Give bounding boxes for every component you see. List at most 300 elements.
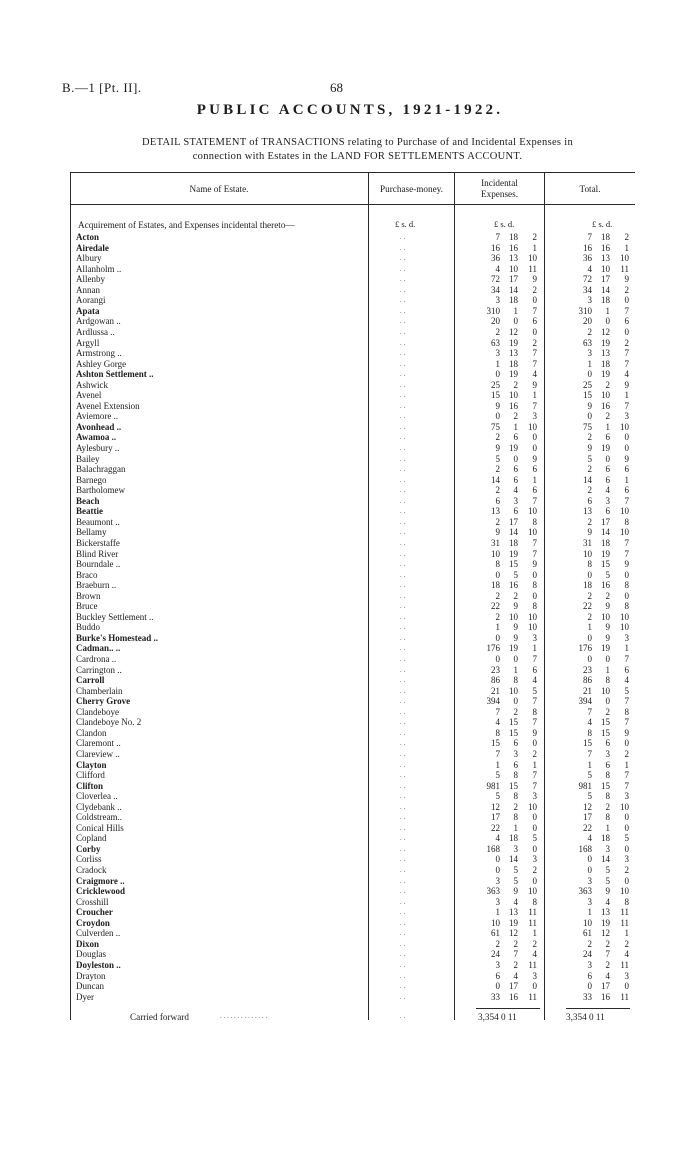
estate-name: Crosshill [76, 896, 109, 907]
total-pence: 2 [624, 232, 629, 242]
total-pounds: 3 [587, 896, 592, 907]
incidental-pounds: 10 [491, 548, 500, 559]
incidental-pence: 7 [532, 654, 537, 664]
incidental-pence: 9 [532, 274, 537, 285]
total-pence: 7 [624, 400, 629, 411]
incidental-pence: 7 [532, 358, 537, 369]
estate-name: Doyleston .. [76, 959, 121, 970]
estate-name: Balachraggan [76, 464, 126, 475]
incidental-pence: 0 [532, 843, 537, 854]
total-shillings: 4 [605, 970, 610, 981]
incidental-shillings: 13 [509, 253, 518, 264]
total-shillings: 14 [601, 284, 610, 295]
incidental-shillings: 3 [513, 843, 518, 854]
total-pounds: 0 [587, 369, 592, 380]
incidental-pence: 10 [528, 801, 537, 812]
incidental-pence: 7 [532, 717, 537, 728]
incidental-pounds: 4 [495, 717, 500, 728]
total-shillings: 16 [601, 991, 610, 1002]
total-shillings: 17 [601, 981, 610, 992]
estate-name: Duncan [76, 981, 104, 992]
incidental-pounds: 23 [491, 664, 500, 675]
purchase-money-blank: . . [400, 686, 406, 695]
incidental-pence: 7 [532, 780, 537, 791]
estate-name: Clareview .. [76, 748, 120, 759]
total-shillings: 5 [605, 865, 610, 875]
total-pounds: 1 [587, 622, 592, 633]
incidental-pounds: 8 [495, 727, 500, 738]
total-shillings: 2 [605, 959, 610, 970]
incidental-pence: 6 [532, 464, 537, 475]
estate-name: Armstrong .. [76, 348, 122, 359]
table-row [70, 991, 635, 1004]
total-pounds: 12 [583, 801, 592, 812]
total-shillings: 18 [601, 537, 610, 548]
incidental-pence: 0 [532, 443, 537, 453]
total-pence: 6 [624, 316, 629, 327]
incidental-pence: 2 [532, 337, 537, 348]
purchase-money-blank: . . [400, 465, 406, 474]
total-shillings: 18 [601, 358, 610, 369]
incidental-pence: 7 [532, 348, 537, 359]
total-pounds: 0 [587, 854, 592, 865]
incidental-pounds: 10 [491, 917, 500, 928]
total-pence: 5 [624, 833, 629, 844]
incidental-pounds: 9 [495, 443, 500, 453]
incidental-pence: 4 [532, 675, 537, 686]
total-pounds: 20 [583, 316, 592, 327]
incidental-shillings: 6 [513, 759, 518, 770]
total-shillings: 14 [601, 854, 610, 865]
incidental-shillings: 19 [509, 917, 518, 928]
incidental-pounds: 2 [495, 938, 500, 949]
estate-name: Brown [76, 590, 101, 601]
purchase-money-blank: . . [400, 633, 406, 642]
total-pence: 7 [624, 305, 629, 316]
incidental-shillings: 13 [509, 907, 518, 918]
incidental-pence: 1 [532, 643, 537, 654]
estate-name: Chamberlain [76, 685, 123, 696]
total-shillings: 6 [605, 474, 610, 485]
incidental-pence: 8 [532, 580, 537, 591]
incidental-shillings: 4 [513, 485, 518, 496]
estate-name: Bickerstaffe [76, 537, 120, 548]
incidental-pence: 7 [532, 537, 537, 548]
incidental-shillings: 19 [509, 369, 518, 380]
purchase-money-blank: . . [400, 781, 406, 790]
incidental-shillings: 9 [513, 601, 518, 612]
incidental-pence: 11 [528, 263, 537, 274]
total-pence: 1 [624, 759, 629, 770]
incidental-pounds: 2 [495, 590, 500, 601]
incidental-shillings: 17 [509, 516, 518, 527]
total-pounds: 33 [583, 991, 592, 1002]
carried-forward-label: Carried forward [130, 1012, 189, 1022]
incidental-pence: 1 [532, 474, 537, 485]
total-pounds: 75 [583, 421, 592, 432]
incidental-pounds: 0 [495, 411, 500, 422]
incidental-pence: 2 [532, 232, 537, 242]
incidental-pounds: 21 [491, 685, 500, 696]
incidental-pence: 6 [532, 485, 537, 496]
incidental-shillings: 12 [509, 928, 518, 939]
total-pounds: 3 [587, 875, 592, 886]
total-pounds: 9 [587, 400, 592, 411]
total-pounds: 23 [583, 664, 592, 675]
carried-forward-incidental: 3,354 0 11 [478, 1012, 517, 1022]
estate-name: Annan [76, 284, 100, 295]
total-shillings: 16 [601, 242, 610, 253]
total-pounds: 61 [583, 928, 592, 939]
carried-forward-total: 3,354 0 11 [566, 1012, 605, 1022]
estate-name: Culverden .. [76, 928, 121, 939]
purchase-money-blank: . . [400, 338, 406, 347]
incidental-shillings: 2 [513, 959, 518, 970]
total-pounds: 2 [587, 611, 592, 622]
total-shillings: 2 [605, 938, 610, 949]
incidental-pence: 9 [532, 379, 537, 390]
total-pounds: 2 [587, 432, 592, 443]
total-shillings: 12 [601, 326, 610, 337]
incidental-pence: 10 [528, 622, 537, 633]
total-pounds: 22 [583, 822, 592, 833]
total-pence: 9 [624, 274, 629, 285]
incidental-shillings: 0 [513, 316, 518, 327]
total-pence: 7 [624, 654, 629, 664]
incidental-pounds: 7 [495, 748, 500, 759]
total-pence: 2 [624, 337, 629, 348]
carried-forward-purchase-dots: . . [400, 1012, 406, 1020]
incidental-pence: 7 [532, 548, 537, 559]
total-shillings: 12 [601, 928, 610, 939]
estate-name: Coldstream.. [76, 812, 122, 823]
total-pounds: 1 [587, 759, 592, 770]
incidental-pence: 10 [528, 421, 537, 432]
total-shillings: 5 [605, 569, 610, 580]
total-shillings: 16 [601, 400, 610, 411]
total-shillings: 2 [605, 590, 610, 601]
doc-reference: B.—1 [Pt. II]. [62, 80, 142, 95]
total-pence: 3 [624, 854, 629, 865]
column-header-incidental [455, 178, 544, 200]
incidental-pence: 7 [532, 305, 537, 316]
total-pence: 11 [620, 917, 629, 928]
total-pence: 0 [624, 843, 629, 854]
total-shillings: 8 [605, 770, 610, 781]
total-pence: 7 [624, 537, 629, 548]
estate-name: Awamoa .. [76, 432, 117, 443]
total-pounds: 981 [578, 780, 592, 791]
total-pounds: 2 [587, 590, 592, 601]
total-pence: 10 [620, 506, 629, 517]
incidental-pounds: 25 [491, 379, 500, 390]
incidental-pounds: 3 [495, 295, 500, 306]
incidental-pounds: 63 [491, 337, 500, 348]
total-shillings: 10 [601, 390, 610, 401]
incidental-pounds: 363 [486, 886, 500, 897]
purchase-money-blank: . . [400, 707, 406, 716]
incidental-pounds: 3 [495, 348, 500, 359]
estate-name: Acton [76, 232, 99, 242]
total-pounds: 16 [583, 242, 592, 253]
incidental-pounds: 31 [491, 537, 500, 548]
total-shillings: 6 [605, 432, 610, 443]
total-pence: 1 [624, 242, 629, 253]
total-shillings: 13 [601, 348, 610, 359]
incidental-pence: 1 [532, 390, 537, 401]
total-pounds: 3 [587, 959, 592, 970]
estate-name: Clandon [76, 727, 107, 738]
total-pence: 11 [620, 263, 629, 274]
incidental-shillings: 14 [509, 284, 518, 295]
total-pounds: 18 [583, 580, 592, 591]
estate-name: Clandeboye [76, 706, 119, 717]
total-pounds: 4 [587, 263, 592, 274]
incidental-shillings: 3 [513, 748, 518, 759]
incidental-shillings: 15 [509, 780, 518, 791]
total-pounds: 7 [587, 748, 592, 759]
estate-name: Bruce [76, 601, 98, 612]
incidental-pence: 2 [532, 938, 537, 949]
total-shillings: 18 [601, 295, 610, 306]
estate-name: Aviemore .. [76, 411, 119, 422]
purchase-money-blank: . . [400, 528, 406, 537]
total-shillings: 2 [605, 411, 610, 422]
total-pounds: 36 [583, 253, 592, 264]
incidental-shillings: 3 [513, 495, 518, 506]
estate-name: Corliss [76, 854, 102, 865]
purchase-money-blank: . . [400, 549, 406, 558]
purchase-money-blank: . . [400, 728, 406, 737]
total-pounds: 2 [587, 464, 592, 475]
total-shillings: 3 [605, 495, 610, 506]
total-pence: 4 [624, 949, 629, 960]
total-shillings: 9 [605, 622, 610, 633]
total-pounds: 14 [583, 474, 592, 485]
incidental-shillings: 13 [509, 348, 518, 359]
incidental-pounds: 36 [491, 253, 500, 264]
total-shillings: 14 [601, 527, 610, 538]
purchase-money-blank: . . [400, 327, 406, 336]
incidental-pounds: 12 [491, 801, 500, 812]
purchase-money-blank: . . [400, 876, 406, 885]
total-pence: 1 [624, 643, 629, 654]
incidental-pence: 1 [532, 928, 537, 939]
incidental-shillings: 16 [509, 242, 518, 253]
incidental-shillings: 14 [509, 854, 518, 865]
total-pence: 8 [624, 516, 629, 527]
total-pounds: 21 [583, 685, 592, 696]
purchase-money-blank: . . [400, 359, 406, 368]
incidental-pounds: 9 [495, 400, 500, 411]
estate-name: Bellamy [76, 527, 107, 538]
incidental-shillings: 2 [513, 706, 518, 717]
total-pence: 4 [624, 675, 629, 686]
total-pounds: 0 [587, 411, 592, 422]
total-shillings: 15 [601, 727, 610, 738]
estate-name: Drayton [76, 970, 106, 981]
purchase-money-blank: . . [400, 602, 406, 611]
incidental-pounds: 22 [491, 601, 500, 612]
purchase-money-blank: . . [400, 317, 406, 326]
estate-name: Clifton [76, 780, 103, 791]
incidental-pounds: 2 [495, 485, 500, 496]
estate-name: Cadman.. .. [76, 643, 121, 654]
estate-name: Bartholomew [76, 485, 125, 496]
purchase-money-blank: . . [400, 412, 406, 421]
incidental-pounds: 1 [495, 907, 500, 918]
incidental-pounds: 2 [495, 326, 500, 337]
incidental-shillings: 5 [513, 865, 518, 875]
incidental-shillings: 1 [513, 305, 518, 316]
purchase-money-blank: . . [400, 665, 406, 674]
total-pence: 10 [620, 527, 629, 538]
estate-name: Avenel [76, 390, 102, 401]
total-pence: 0 [624, 326, 629, 337]
incidental-pounds: 24 [491, 949, 500, 960]
incidental-pounds: 15 [491, 738, 500, 749]
estate-name: Clifford [76, 770, 105, 781]
total-pounds: 63 [583, 337, 592, 348]
incidental-pence: 2 [532, 284, 537, 295]
total-pence: 7 [624, 348, 629, 359]
total-pounds: 13 [583, 506, 592, 517]
total-pence: 10 [620, 801, 629, 812]
total-shillings: 18 [601, 833, 610, 844]
estate-name: Douglas [76, 949, 106, 960]
incidental-pounds: 14 [491, 474, 500, 485]
incidental-shillings: 5 [513, 569, 518, 580]
total-pounds: 24 [583, 949, 592, 960]
total-shillings: 1 [605, 822, 610, 833]
total-pence: 11 [620, 991, 629, 1002]
incidental-shillings: 6 [513, 474, 518, 485]
total-pence: 3 [624, 970, 629, 981]
purchase-money-blank: . . [400, 887, 406, 896]
total-shillings: 16 [601, 580, 610, 591]
purchase-money-blank: . . [400, 844, 406, 853]
purchase-money-blank: . . [400, 275, 406, 284]
total-pence: 9 [624, 453, 629, 464]
purchase-money-blank: . . [400, 444, 406, 452]
total-shillings: 9 [605, 632, 610, 643]
total-pounds: 1 [587, 358, 592, 369]
purchase-money-blank: . . [400, 908, 406, 917]
total-pence: 0 [624, 875, 629, 886]
total-pounds: 2 [587, 516, 592, 527]
total-shillings: 19 [601, 337, 610, 348]
incidental-pence: 11 [528, 917, 537, 928]
total-pounds: 5 [587, 791, 592, 802]
incidental-pounds: 1 [495, 358, 500, 369]
total-pence: 0 [624, 295, 629, 306]
incidental-pounds: 15 [491, 390, 500, 401]
incidental-pounds: 72 [491, 274, 500, 285]
incidental-pence: 4 [532, 949, 537, 960]
estate-name: Carrington .. [76, 664, 122, 675]
purchase-money-blank: . . [400, 855, 406, 864]
total-pence: 6 [624, 464, 629, 475]
incidental-pence: 9 [532, 559, 537, 570]
purchase-money-blank: . . [400, 264, 406, 273]
total-pence: 11 [620, 959, 629, 970]
statement-subtitle [70, 136, 645, 164]
total-pence: 8 [624, 580, 629, 591]
total-pence: 2 [624, 284, 629, 295]
purchase-money-blank: . . [400, 422, 406, 431]
incidental-shillings: 4 [513, 896, 518, 907]
incidental-pence: 1 [532, 242, 537, 253]
purchase-money-blank: . . [400, 992, 406, 1001]
purchase-money-blank: . . [400, 918, 406, 927]
purchase-money-blank: . . [400, 296, 406, 305]
incidental-shillings: 19 [509, 548, 518, 559]
total-shillings: 8 [605, 812, 610, 823]
estate-name: Braeburn .. [76, 580, 117, 591]
purchase-money-blank: . . [400, 929, 406, 938]
estate-name: Ardgowan .. [76, 316, 121, 327]
purchase-money-blank: . . [400, 697, 406, 706]
total-shillings: 8 [605, 675, 610, 686]
estate-name: Dixon [76, 938, 100, 949]
incidental-shillings: 15 [509, 727, 518, 738]
total-shillings: 18 [601, 232, 610, 242]
estate-name: Avenel Extension [76, 400, 140, 411]
total-pounds: 9 [587, 527, 592, 538]
incidental-pounds: 394 [486, 696, 500, 707]
incidental-pence: 10 [528, 611, 537, 622]
estate-name: Cradock [76, 865, 107, 875]
incidental-pounds: 981 [486, 780, 500, 791]
incidental-pence: 0 [532, 812, 537, 823]
total-shillings: 6 [605, 738, 610, 749]
incidental-pounds: 86 [491, 675, 500, 686]
carried-forward-rule-1 [476, 1008, 540, 1009]
incidental-shillings: 16 [509, 400, 518, 411]
total-shillings: 4 [605, 896, 610, 907]
incidental-pence: 7 [532, 770, 537, 781]
purchase-money-blank: . . [400, 591, 406, 600]
total-shillings: 17 [601, 516, 610, 527]
purchase-money-blank: . . [400, 771, 406, 780]
purchase-money-blank: . . [400, 560, 406, 569]
total-shillings: 19 [601, 917, 610, 928]
total-shillings: 2 [605, 379, 610, 390]
purchase-money-blank: . . [400, 433, 406, 442]
total-shillings: 3 [605, 748, 610, 759]
total-pence: 1 [624, 390, 629, 401]
total-pence: 10 [620, 611, 629, 622]
incidental-shillings: 16 [509, 991, 518, 1002]
total-pence: 1 [624, 474, 629, 485]
total-pounds: 6 [587, 495, 592, 506]
incidental-pence: 2 [532, 748, 537, 759]
purchase-money-blank: . . [400, 285, 406, 294]
total-shillings: 15 [601, 559, 610, 570]
estate-name: Cricklewood [76, 886, 125, 897]
total-shillings: 0 [605, 316, 610, 327]
total-pence: 0 [624, 432, 629, 443]
currency-units-incidental: £ s. d. [494, 219, 515, 229]
total-pounds: 3 [587, 295, 592, 306]
incidental-pounds: 5 [495, 791, 500, 802]
incidental-pounds: 3 [495, 896, 500, 907]
purchase-money-blank: . . [400, 401, 406, 410]
purchase-money-blank: . . [400, 454, 406, 463]
incidental-pence: 4 [532, 369, 537, 380]
estate-name: Cardrona .. [76, 654, 117, 664]
estate-name: Bailey [76, 453, 100, 464]
